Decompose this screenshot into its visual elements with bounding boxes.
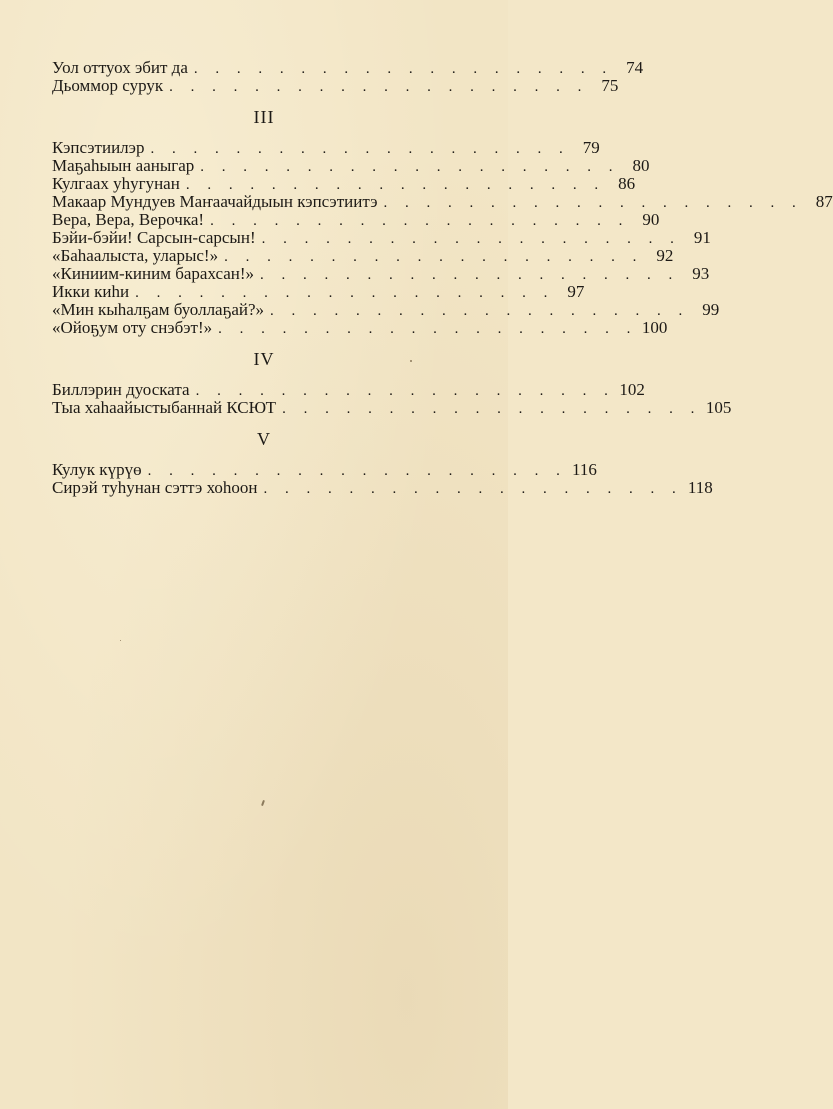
entry-page: 93	[692, 264, 710, 283]
entry-title: Кулук күрүө	[52, 460, 142, 479]
entry-page: 75	[601, 76, 619, 95]
entry-page: 74	[626, 58, 644, 77]
toc-entry[interactable]	[52, 300, 720, 319]
leader-dots: . . . . . . . . . . . . . . . . . . . .	[260, 267, 680, 283]
leader-dots: . . . . . . . . . . . . . . . . . . . .	[210, 213, 630, 229]
entry-page: 86	[618, 174, 636, 193]
leader-dots: . . . . . . . . . . . . . . . . . . . .	[195, 383, 615, 399]
section-heading: IV	[253, 349, 275, 369]
leader-dots: . . . . . . . . . . . . . . . . . . . .	[135, 285, 555, 301]
leader-dots: . . . . . . . . . . . . . . . . . . . .	[261, 231, 681, 247]
entry-page: 118	[687, 478, 713, 497]
leader-dots: . . . . . . . . . . . . . . . . . . . .	[282, 401, 702, 417]
entry-page: 91	[693, 228, 711, 247]
entry-page: 99	[702, 300, 720, 319]
entry-page: 92	[656, 246, 674, 265]
toc-entry[interactable]	[52, 58, 644, 77]
entry-title: Уол оттуох эбит да	[52, 58, 188, 77]
leader-dots: . . . . . . . . . . . . . . . . . . . .	[147, 463, 567, 479]
leader-dots: . . . . . . . . . . . . . . . . . . . .	[193, 61, 614, 77]
toc-entry[interactable]	[52, 246, 674, 265]
table-of-contents	[52, 58, 833, 497]
toc-entry[interactable]	[52, 282, 585, 301]
entry-title: «Ойоҕум оту снэбэт!»	[52, 318, 213, 337]
section-heading: V	[257, 429, 271, 449]
paper-speck	[410, 360, 412, 362]
entry-title: Биллэрин дуоската	[52, 380, 190, 399]
toc-entry[interactable]	[52, 478, 713, 497]
entry-title: Дьоммор сурук	[52, 76, 164, 95]
toc-entry[interactable]	[52, 174, 636, 193]
toc-entry[interactable]	[52, 138, 600, 157]
entry-title: Бэйи-бэйи! Сарсын-сарсын!	[52, 228, 256, 247]
entry-page: 80	[632, 156, 650, 175]
entry-title: Кэпсэтиилэр	[52, 138, 145, 157]
entry-page: 105	[705, 398, 732, 417]
section-heading: III	[253, 107, 275, 127]
entry-title: Икки киһи	[52, 282, 130, 301]
leader-dots: . . . . . . . . . . . . . . . . . . . .	[263, 481, 683, 497]
entry-page: 79	[582, 138, 600, 157]
toc-entry[interactable]	[52, 380, 645, 399]
toc-entry[interactable]	[52, 76, 619, 95]
leader-dots: . . . . . . . . . . . . . . . . . . . .	[270, 303, 690, 319]
entry-title: Макаар Мундуев Маҥаачайдыын кэпсэтиитэ	[52, 192, 378, 211]
entry-page: 87	[815, 192, 833, 211]
toc-entry[interactable]	[52, 228, 711, 247]
toc-entry[interactable]	[52, 156, 650, 175]
leader-dots: . . . . . . . . . . . . . . . . . . . .	[185, 177, 606, 193]
paper-speck	[261, 800, 265, 806]
entry-title: Вера, Вера, Верочка!	[52, 210, 205, 229]
toc-entry[interactable]	[52, 210, 660, 229]
leader-dots: . . . . . . . . . . . . . . . . . . . .	[224, 249, 644, 265]
leader-dots: . . . . . . . . . . . . . . . . . . . .	[383, 195, 803, 211]
toc-entry[interactable]	[52, 318, 668, 337]
paper-speck	[120, 640, 121, 641]
toc-entry[interactable]	[52, 264, 710, 283]
entry-page: 102	[619, 380, 645, 399]
entry-page: 90	[642, 210, 660, 229]
leader-dots: . . . . . . . . . . . . . . . . . . . .	[218, 321, 638, 337]
entry-title: Тыа хаһаайыстыбаннай КСЮТ	[52, 398, 277, 417]
entry-page: 97	[567, 282, 585, 301]
entry-title: Маҕаһыын ааныгар	[52, 156, 195, 175]
leader-dots: . . . . . . . . . . . . . . . . . . . .	[200, 159, 620, 175]
entry-title: «Мин кыһалҕам буоллаҕай?»	[52, 300, 265, 319]
entry-title: Сирэй туһунан сэттэ хоһоон	[52, 478, 258, 497]
leader-dots: . . . . . . . . . . . . . . . . . . . .	[150, 141, 570, 157]
entry-title: «Баһаалыста, уларыс!»	[52, 246, 219, 265]
entry-title: Кулгаах уһугунан	[52, 174, 180, 193]
entry-page: 100	[641, 318, 668, 337]
toc-entry[interactable]	[52, 192, 833, 211]
toc-entry[interactable]	[52, 460, 597, 479]
entry-title: «Киниим-киним барахсан!»	[52, 264, 255, 283]
leader-dots: . . . . . . . . . . . . . . . . . . . .	[169, 79, 589, 95]
toc-entry[interactable]	[52, 398, 732, 417]
entry-page: 116	[571, 460, 597, 479]
